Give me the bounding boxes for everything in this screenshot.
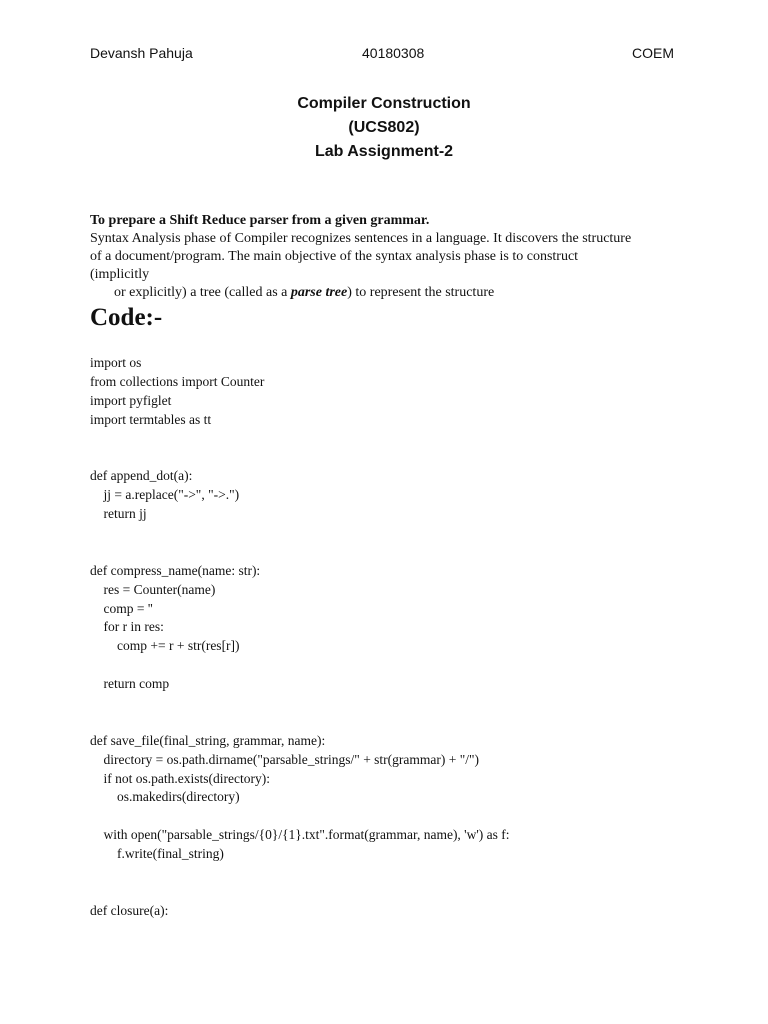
code-line: import os — [90, 355, 142, 370]
code-line: os.makedirs(directory) — [90, 789, 240, 805]
code-line: import pyfiglet — [90, 392, 172, 408]
assignment-title: Lab Assignment-2 — [314, 143, 454, 160]
course-name: Compiler Construction — [297, 95, 471, 112]
code-line — [90, 656, 710, 675]
code-line: def save_file(final_string, grammar, name): — [90, 732, 326, 748]
code-listing — [90, 354, 710, 921]
code-line: import termtables as tt — [90, 411, 212, 427]
course-code: (UCS802) — [348, 119, 420, 136]
intro-section — [90, 212, 690, 302]
code-line — [90, 883, 710, 902]
code-line: from collections import Counter — [90, 373, 265, 389]
code-line — [90, 864, 710, 883]
intro-text: ) to represent the structure — [347, 285, 495, 300]
code-line: jj = a.replace("->", "->.") — [90, 487, 240, 503]
intro-line: Syntax Analysis phase of Compiler recognizes sentences in a language. It discovers the structure — [90, 231, 632, 246]
program-name: COEM — [632, 45, 674, 61]
intro-line — [90, 284, 690, 302]
code-line: if not os.path.exists(directory): — [90, 770, 270, 786]
code-line: def closure(a): — [90, 902, 169, 918]
intro-line: (implicitly — [90, 267, 150, 282]
code-line: for r in res: — [90, 619, 164, 635]
code-line — [90, 807, 710, 826]
code-line: def compress_name(name: str): — [90, 562, 261, 578]
parse-tree-term: parse tree — [290, 285, 348, 300]
code-line — [90, 543, 710, 562]
code-line: res = Counter(name) — [90, 581, 216, 597]
code-line — [90, 713, 710, 732]
code-line: comp += r + str(res[r]) — [90, 638, 240, 654]
author-name: Devansh Pahuja — [90, 45, 193, 61]
code-line: def append_dot(a): — [90, 468, 193, 484]
roll-number: 40180308 — [362, 45, 425, 61]
code-line: directory = os.path.dirname("parsable_strings/" + str(grammar) + "/") — [90, 751, 480, 767]
code-line: return comp — [90, 676, 170, 692]
code-heading: Code:- — [90, 304, 163, 331]
document-title — [0, 92, 768, 164]
code-line: with open("parsable_strings/{0}/{1}.txt".format(grammar, name), 'w') as f: — [90, 827, 510, 843]
code-line: f.write(final_string) — [90, 846, 224, 862]
code-line — [90, 430, 710, 449]
code-line — [90, 524, 710, 543]
code-line — [90, 694, 710, 713]
task-statement: To prepare a Shift Reduce parser from a given grammar. — [90, 213, 430, 228]
code-line — [90, 448, 710, 467]
code-line: comp = '' — [90, 600, 153, 616]
intro-text: or explicitly) a tree (called as a — [114, 285, 291, 300]
intro-line: of a document/program. The main objective of the syntax analysis phase is to construct — [90, 249, 579, 264]
code-line: return jj — [90, 506, 147, 522]
